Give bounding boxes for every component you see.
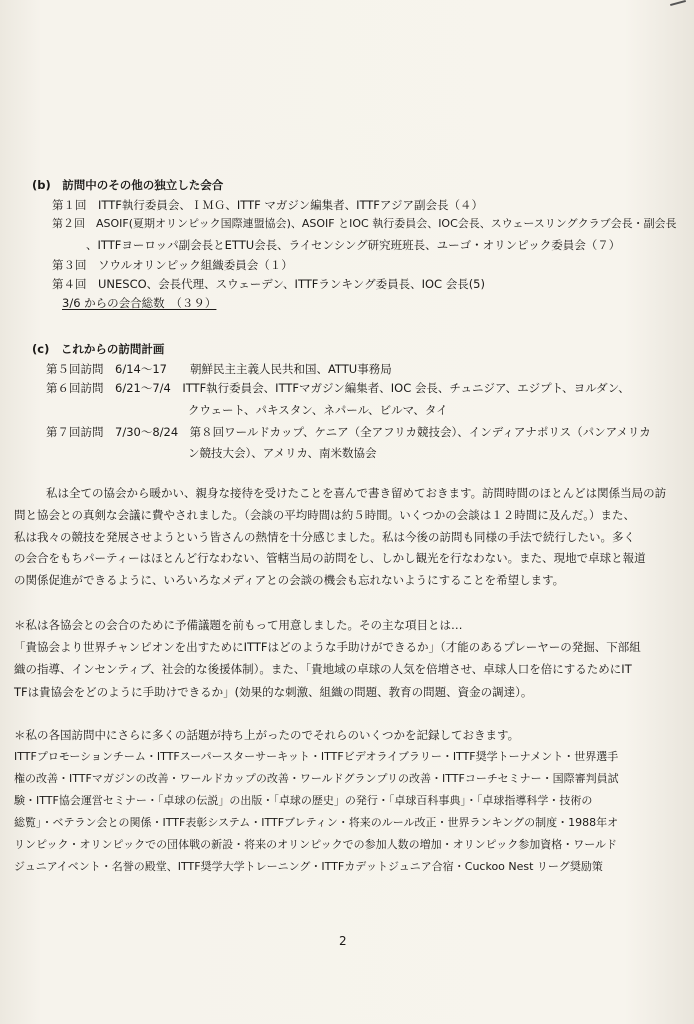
paragraph1-line: 問と協会との真剣な会議に費やされました。（会談の平均時間は約５時間。いくつかの会談は１２時間に及んだ。）また、 (14, 508, 635, 522)
paragraph2-line: ＊私は各協会との会合のために予備議題を前もって用意しました。その主な項目とは… (14, 618, 463, 632)
paragraph1-line: 私は我々の競技を発展させようという皆さんの熱情を十分感じました。私は今後の訪問も同様の手法で続行したい。多く (14, 530, 635, 544)
section-b-line: 第４回 UNESCO、会長代理、スウェーデン、ITTFランキング委員長、IOC 会長(5) (52, 277, 485, 291)
paragraph3-line: ジュニアイベント・名誉の殿堂、ITTF奨学大学トレーニング・ITTFカデットジュニア合宿・Cuckoo Nest リーグ奨励策 (14, 860, 603, 873)
paragraph3-line: 権の改善・ITTFマガジンの改善・ワールドカップの改善・ワールドグランプリの改善・ITTFコーチセミナー・国際審判員試 (14, 772, 619, 785)
section-c-line: 第５回訪問 6/14～17 朝鮮民主主義人民共和国、ATTU事務局 (46, 362, 392, 376)
paragraph1-line: の会合をもちパーティーはほとんど行なわない、管轄当局の訪問をし、しかし観光を行なわない。また、現地で卓球と報道 (14, 551, 646, 565)
paragraph2-line: TFは貴協会をどのように手助けできるか」(効果的な刺激、組織の問題、教育の問題、資金の調達）。 (14, 685, 533, 699)
section-c-line: 第６回訪問 6/21～7/4 ITTF執行委員会、ITTFマガジン編集者、IOC 会長、チュニジア、エジプト、ヨルダン、 (46, 381, 630, 395)
section-c-line: 第７回訪問 7/30～8/24 第８回ワールドカップ、ケニア（全アフリカ競技会）、インディアナポリス（パンアメリカ (46, 425, 651, 439)
paragraph1-line: 私は全ての協会から暖かい、親身な接待を受けたことを喜んで書き留めておきます。訪問時間のほとんどは関係当局の訪 (46, 486, 667, 500)
corner-mark (670, 0, 686, 6)
paragraph2-line: 「貴協会より世界チャンピオンを出すためにITTFはどのような手助けができるか」（才能のあるプレーヤーの発掘、下部組 (14, 640, 641, 654)
section-b-line: 第１回 ITTF執行委員会、ＩＭＧ、ITTF マガジン編集者、ITTFアジア副会長（４） (52, 198, 483, 212)
section-b-line: 、ITTFヨーロッパ副会長とETTU会長、ライセンシング研究班班長、ユーゴ・オリンピック委員会（７） (86, 238, 621, 252)
paragraph2-line: 織の指導、インセンティブ、社会的な後援体制）。また、「貴地域の卓球の人気を倍増させ、卓球人口を倍にするためにIT (14, 662, 632, 676)
paragraph1-line: の関係促進ができるように、いろいろなメディアとの会談の機会も忘れないようにすることを希望します。 (14, 573, 565, 587)
page-number: 2 (339, 934, 347, 948)
paragraph3-line: ＊私の各国訪問中にさらに多くの話題が持ち上がったのでそれらのいくつかを記録しておきます。 (14, 728, 520, 742)
section-b-total: 3/6 からの会合総数 （３９） (62, 296, 217, 310)
paragraph3-line: 験・ITTF協会運営セミナー・「卓球の伝説」の出版・「卓球の歴史」の発行・「卓球百科事典」・「卓球指導科学・技術の (14, 794, 593, 807)
section-c-heading: (c) これからの訪問計画 (32, 342, 165, 356)
section-c-line: ン競技大会）、アメリカ、南米数協会 (188, 446, 377, 460)
section-c-line: クウェート、パキスタン、ネパール、ビルマ、タイ (188, 403, 448, 417)
section-b-line: 第２回 ASOIF(夏期オリンピック国際連盟協会)、ASOIF とIOC 執行委員会、IOC会長、スウェースリングクラブ会長・副会長 (52, 217, 677, 230)
paragraph3-line: リンピック・オリンピックでの団体戦の新設・将来のオリンピックでの参加人数の増加・オリンピック参加資格・ワールド (14, 838, 618, 851)
paragraph3-line: ITTFプロモーションチーム・ITTFスーパースターサーキット・ITTFビデオライブラリー・ITTF奨学トーナメント・世界選手 (14, 750, 619, 763)
section-b-heading: (b) 訪問中のその他の独立した会合 (32, 178, 224, 192)
paragraph3-line: 総覧」・ベテラン会との関係・ITTF表彰システム・ITTFブレティン・将来のルール改正・世界ランキングの制度・1988年オ (14, 816, 619, 829)
section-b-line: 第３回 ソウルオリンピック組織委員会（１） (52, 258, 293, 272)
